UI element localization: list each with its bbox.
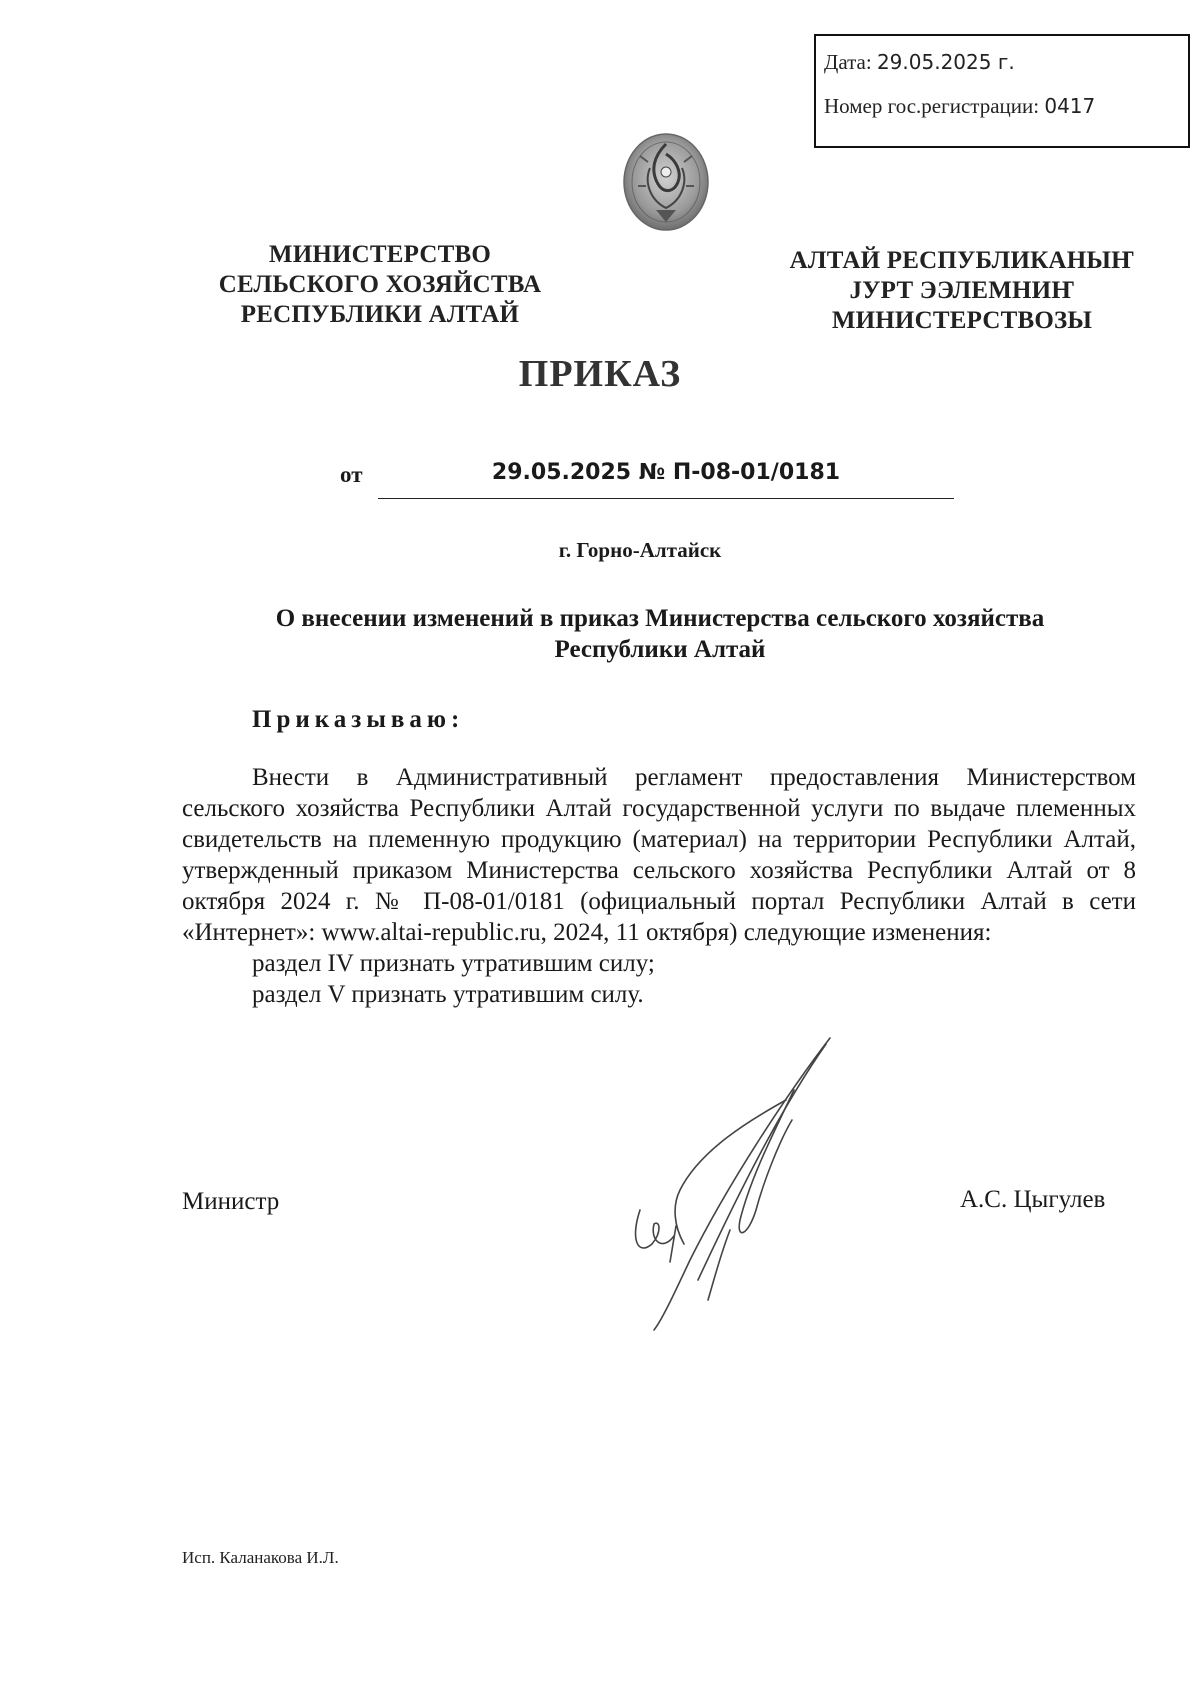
ministry-name-alt: АЛТАЙ РЕСПУБЛИКАНЫҤ ЈУРТ ЭЭЛЕМНИҤ МИНИСТЕРСТВОЗЫ	[789, 247, 1135, 334]
city: г. Горно-Алтайск	[558, 538, 722, 562]
registration-number: Номер гос.регистрации: 0417	[824, 94, 1096, 118]
order-number: 29.05.2025 № П-08-01/0181	[491, 460, 841, 485]
directive-heading: Приказываю:	[252, 706, 465, 733]
registration-box	[814, 34, 1190, 148]
executor: Исп. Каланакова И.Л.	[182, 1548, 339, 1567]
signer-role: Министр	[182, 1188, 280, 1215]
order-from-label: от	[340, 462, 363, 487]
order-subject: О внесении изменений в приказ Министерства сельского хозяйства Республики Алтай	[275, 605, 1045, 663]
list-item: раздел IV признать утратившим силу;	[252, 950, 655, 977]
registration-date: Дата: 29.05.2025 г.	[824, 50, 1015, 74]
coat-of-arms-icon	[620, 126, 712, 236]
order-body	[182, 762, 1136, 1010]
document-title: ПРИКАЗ	[518, 353, 682, 395]
signer-name: А.С. Цыгулев	[960, 1186, 1106, 1213]
ministry-name-ru: МИНИСТЕРСТВО СЕЛЬСКОГО ХОЗЯЙСТВА РЕСПУБЛИКИ АЛТАЙ	[218, 241, 542, 328]
list-item: раздел V признать утратившим силу.	[252, 981, 644, 1008]
body-paragraph: Внести в Административный регламент предоставления Министерством сельского хозяйства Республики Алтай государственной услуги по выдаче племенных свидетельств на племенную продукцию (материал) на территории Республики Алтай, утвержденный приказом Министерства сельского хозяйства Республики Алтай от 8 октября 2024 г. № П-08-01/0181 (официальный портал Республики Алтай в сети «Интернет»: www.altai-republic.ru, 2024, 11 октября) следующие изменения:	[182, 764, 1136, 946]
handwritten-signature	[580, 1030, 860, 1340]
order-underline	[378, 498, 954, 499]
